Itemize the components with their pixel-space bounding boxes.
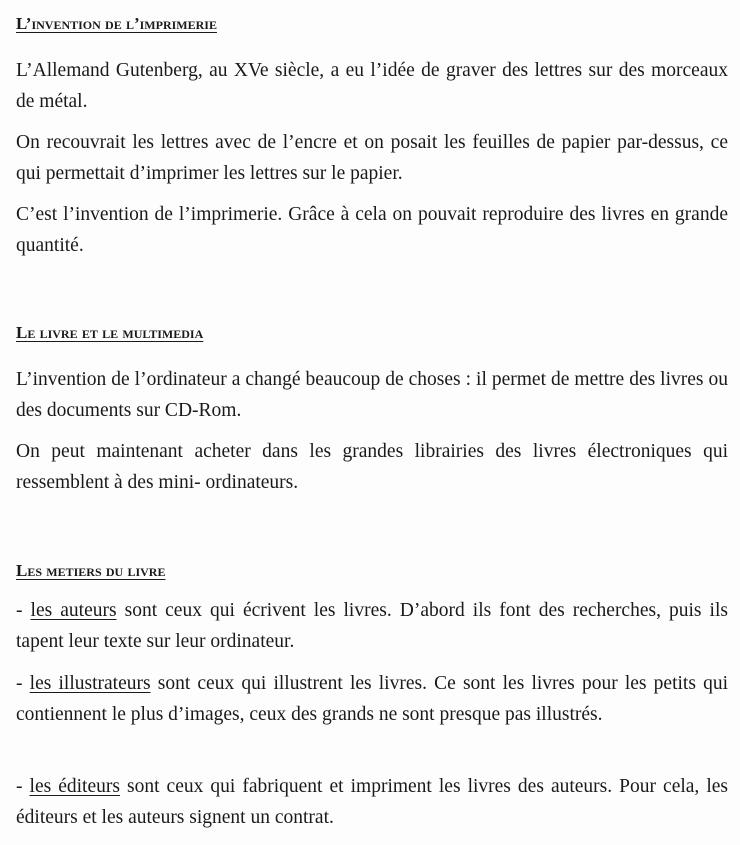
paragraph: On recouvrait les lettres avec de l’encre et on posait les feuilles de papier par-dessus, ce qui permettait d’imprimer les lettres sur le papier. xyxy=(16,132,728,184)
item-text: sont ceux qui écrivent les livres. D’abord ils font des recherches, puis ils tapent leur texte sur leur ordinateur. xyxy=(16,600,728,652)
item-prefix: - xyxy=(16,600,31,621)
paragraph: On peut maintenant acheter dans les grandes librairies des livres électroniques qui ressemblent à des mini- ordinateurs. xyxy=(16,441,728,493)
list-item xyxy=(16,771,728,833)
item-term: les illustrateurs xyxy=(29,673,151,694)
paragraph: C’est l’invention de l’imprimerie. Grâce à cela on pouvait reproduire des livres en grande quantité. xyxy=(16,204,728,256)
item-term: les auteurs xyxy=(30,600,117,621)
item-text: sont ceux qui illustrent les livres. Ce sont les livres pour les petits qui contiennent le plus d’images, ceux des grands ne sont presque pas illustrés. xyxy=(16,673,728,725)
list-item xyxy=(16,595,728,657)
paragraph: L’invention de l’ordinateur a changé beaucoup de choses : il permet de mettre des livres ou des documents sur CD-Rom. xyxy=(16,369,728,421)
item-prefix: - xyxy=(16,776,30,797)
list-item xyxy=(16,668,728,730)
section-heading-multimedia: Le livre et le multimedia xyxy=(16,323,204,342)
paragraph: L’Allemand Gutenberg, au XVe siècle, a eu l’idée de graver des lettres sur des morceaux de métal. xyxy=(16,60,728,112)
section-heading-metiers: Les metiers du livre xyxy=(16,561,166,580)
item-text: sont ceux qui fabriquent et impriment les livres des auteurs. Pour cela, les éditeurs et les auteurs signent un contrat. xyxy=(16,776,728,828)
item-prefix: - xyxy=(16,673,30,694)
section-heading-imprimerie: L’invention de l’imprimerie xyxy=(16,14,217,33)
item-term: les éditeurs xyxy=(29,776,120,797)
